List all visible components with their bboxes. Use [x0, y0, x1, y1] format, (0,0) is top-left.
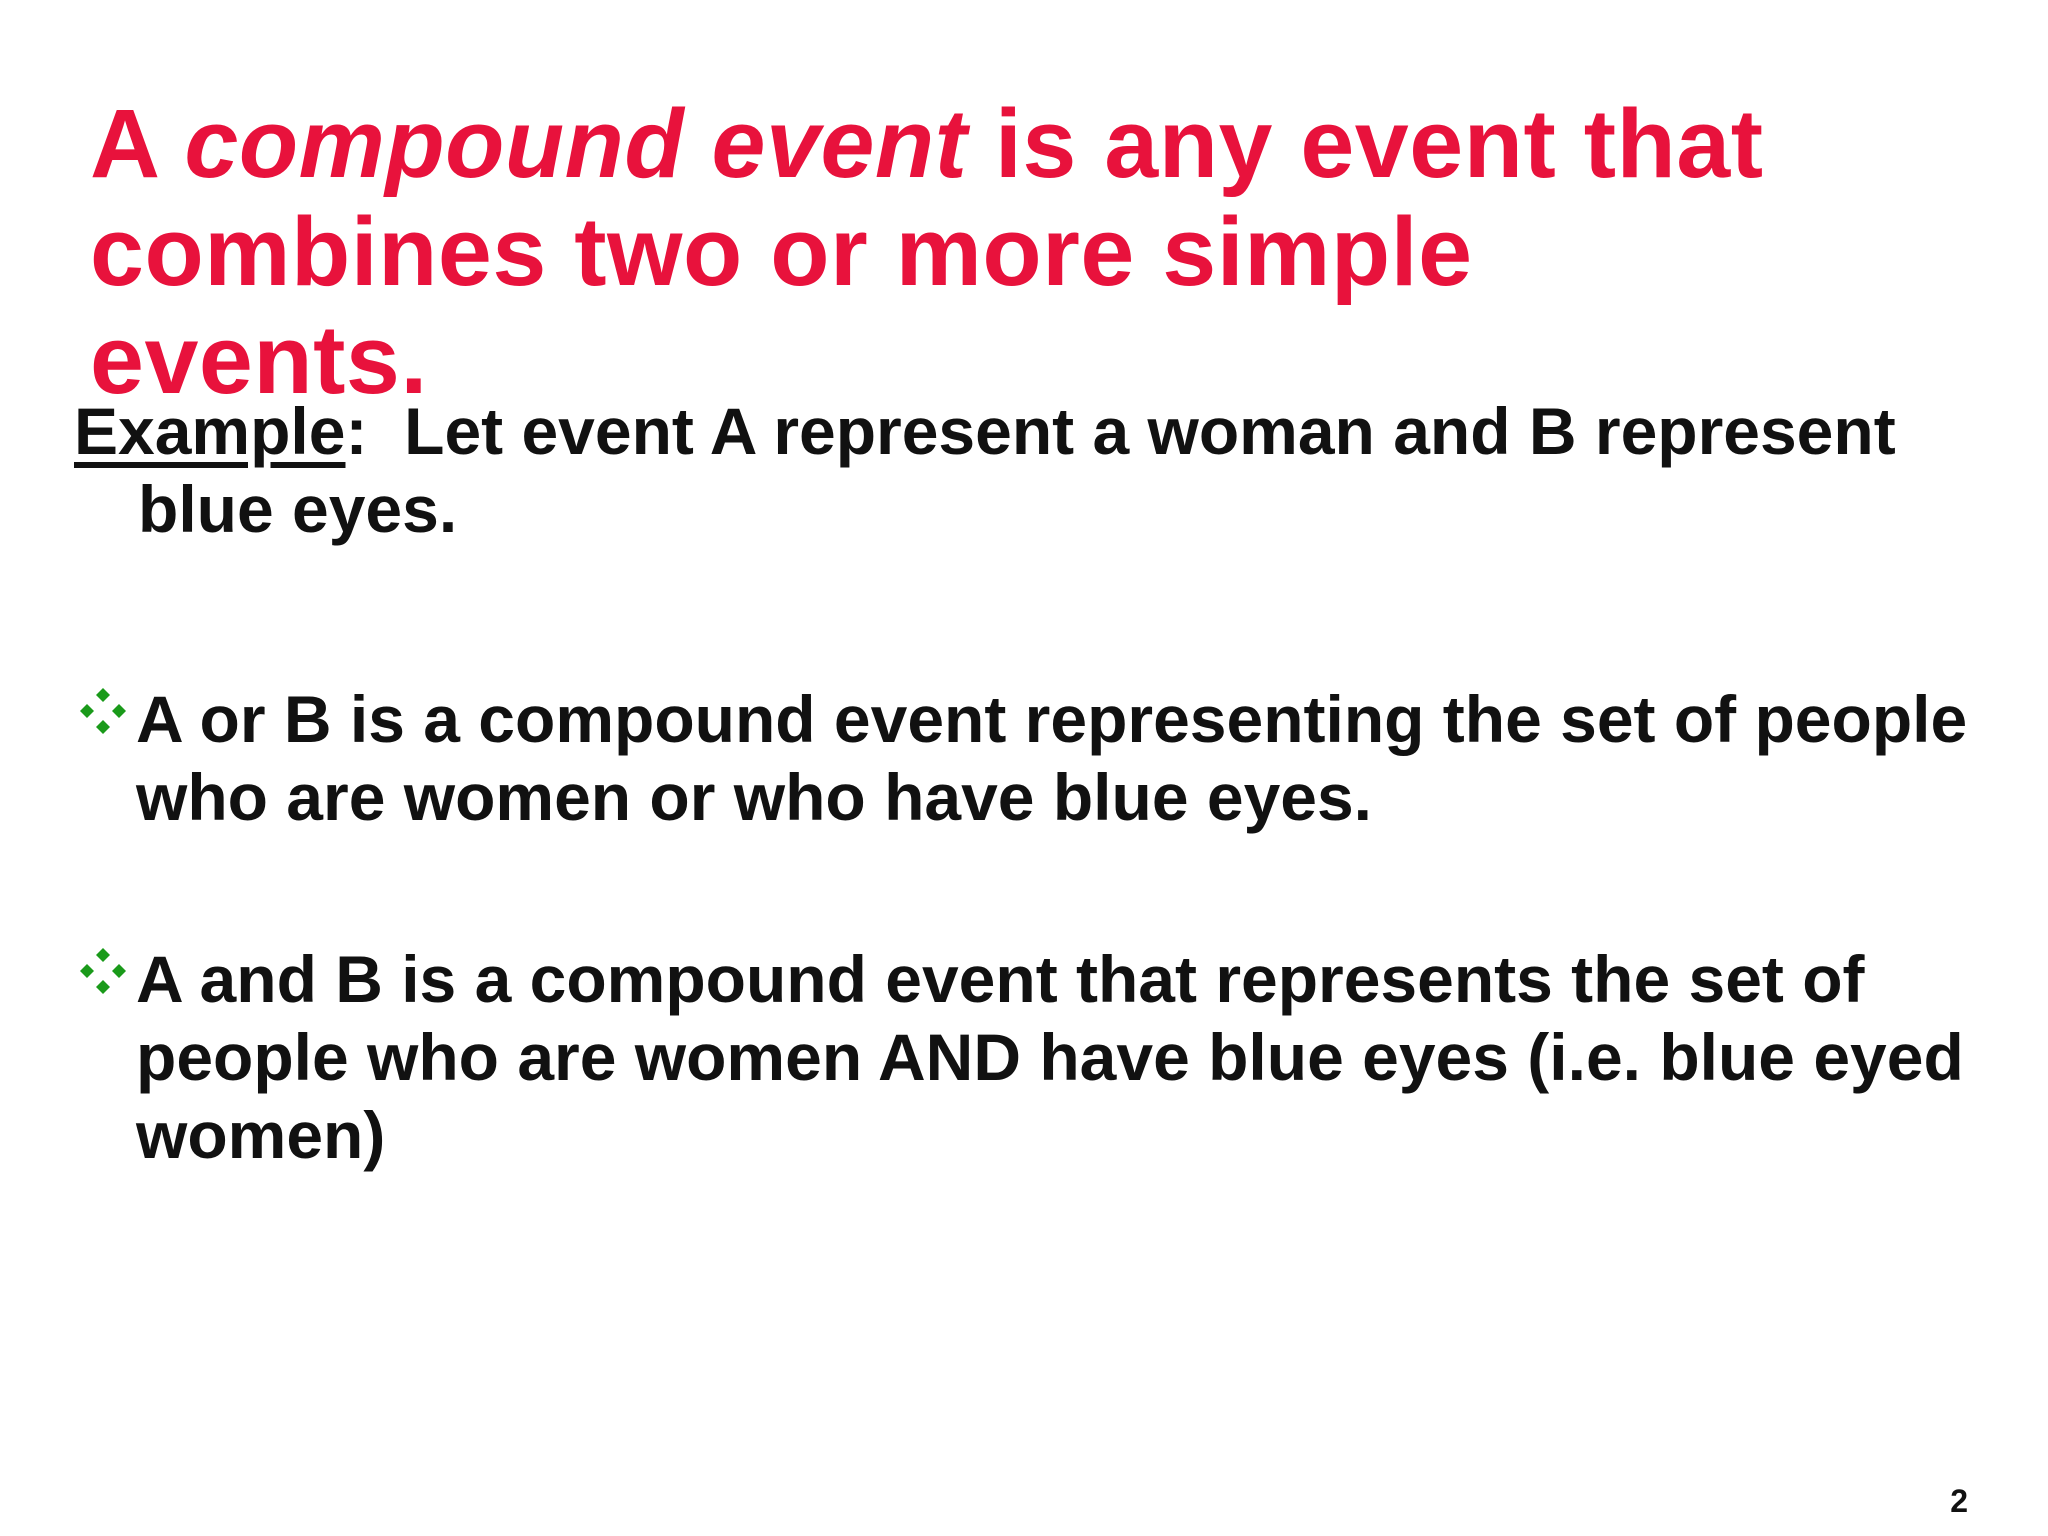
example-colon: :	[345, 394, 368, 468]
bullet-text-and: A and B is a compound event that represents the set of people who are women AND have blue eyes (i.e. blue eyed women)	[136, 942, 1964, 1172]
example-label: Example	[74, 394, 346, 468]
page-number: 2	[1950, 1483, 1968, 1519]
title-suffix: is any event that combines two or more simple events.	[90, 89, 1764, 414]
example-paragraph	[74, 392, 2014, 548]
bullet-item-or	[78, 680, 2008, 836]
title-emphasis: compound event	[184, 89, 968, 198]
example-text-line2: blue eyes.	[138, 472, 458, 546]
bullet-item-and	[78, 940, 2008, 1174]
four-diamond-bullet-icon	[78, 686, 128, 736]
example-text-line1: Let event A represent a woman and B represent	[367, 394, 1896, 468]
four-diamond-bullet-icon	[78, 946, 128, 996]
slide-title	[90, 90, 1790, 414]
bullet-text-or: A or B is a compound event representing the set of people who are women or who have blue eyes.	[136, 682, 1968, 834]
title-prefix: A	[90, 89, 185, 198]
